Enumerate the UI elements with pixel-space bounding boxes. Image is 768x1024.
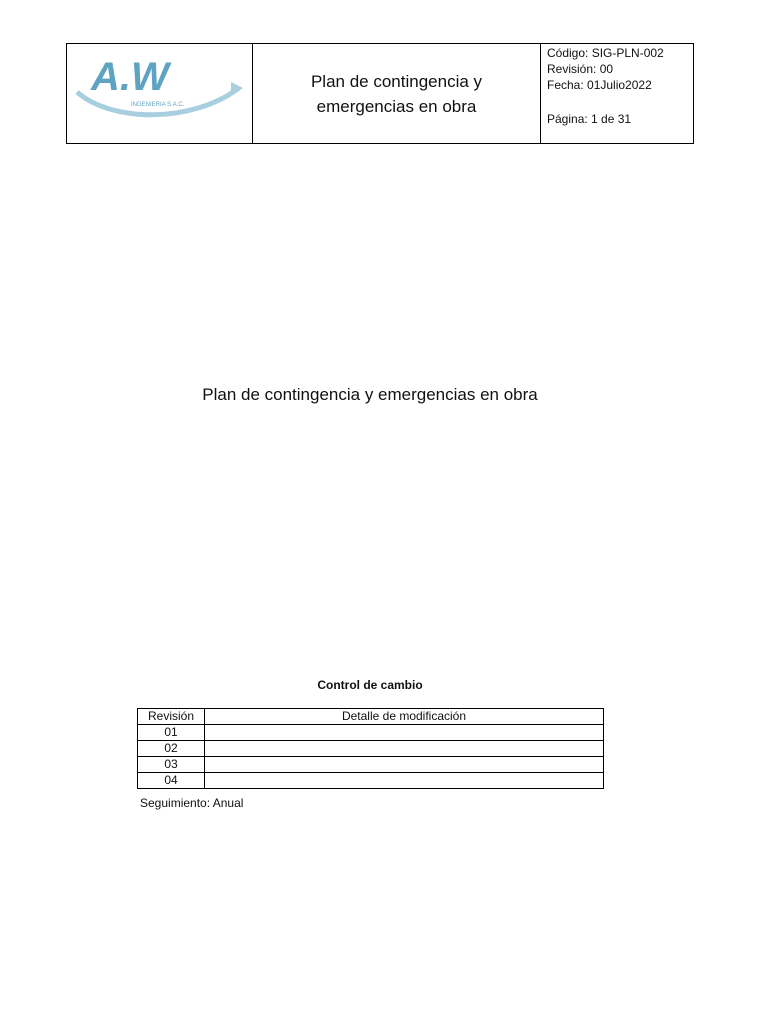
doc-date: Fecha: 01Julio2022 <box>547 78 652 92</box>
row-detail <box>205 773 604 789</box>
row-detail <box>205 741 604 757</box>
followup-note: Seguimiento: Anual <box>140 796 244 810</box>
header-meta-cell <box>541 44 694 144</box>
table-header-row <box>138 709 604 725</box>
doc-revision: Revisión: 00 <box>547 62 614 76</box>
column-header-revision: Revisión <box>138 709 205 725</box>
change-control-table <box>137 708 604 789</box>
row-revision: 01 <box>138 725 205 741</box>
table-row <box>138 773 604 789</box>
document-title: Plan de contingencia y emergencias en obra <box>202 385 538 404</box>
column-header-detail: Detalle de modificación <box>205 709 604 725</box>
change-control-heading: Control de cambio <box>317 678 423 692</box>
doc-code: Código: SIG-PLN-002 <box>547 46 664 60</box>
table-row <box>138 725 604 741</box>
row-revision: 02 <box>138 741 205 757</box>
row-revision: 03 <box>138 757 205 773</box>
logo-cell <box>67 44 253 144</box>
row-detail <box>205 725 604 741</box>
logo-text: A.W <box>91 55 169 99</box>
logo-subtitle: INGENIERIA S.A.C. <box>131 102 185 108</box>
header-title-line1: Plan de contingencia y <box>310 71 483 91</box>
document-header <box>66 43 694 144</box>
doc-page: Página: 1 de 31 <box>547 112 632 126</box>
row-detail <box>205 757 604 773</box>
row-revision: 04 <box>138 773 205 789</box>
table-row <box>138 757 604 773</box>
header-title-cell <box>253 44 541 144</box>
table-row <box>138 741 604 757</box>
header-title-line2: emergencias en obra <box>316 96 477 116</box>
company-logo <box>71 52 247 134</box>
